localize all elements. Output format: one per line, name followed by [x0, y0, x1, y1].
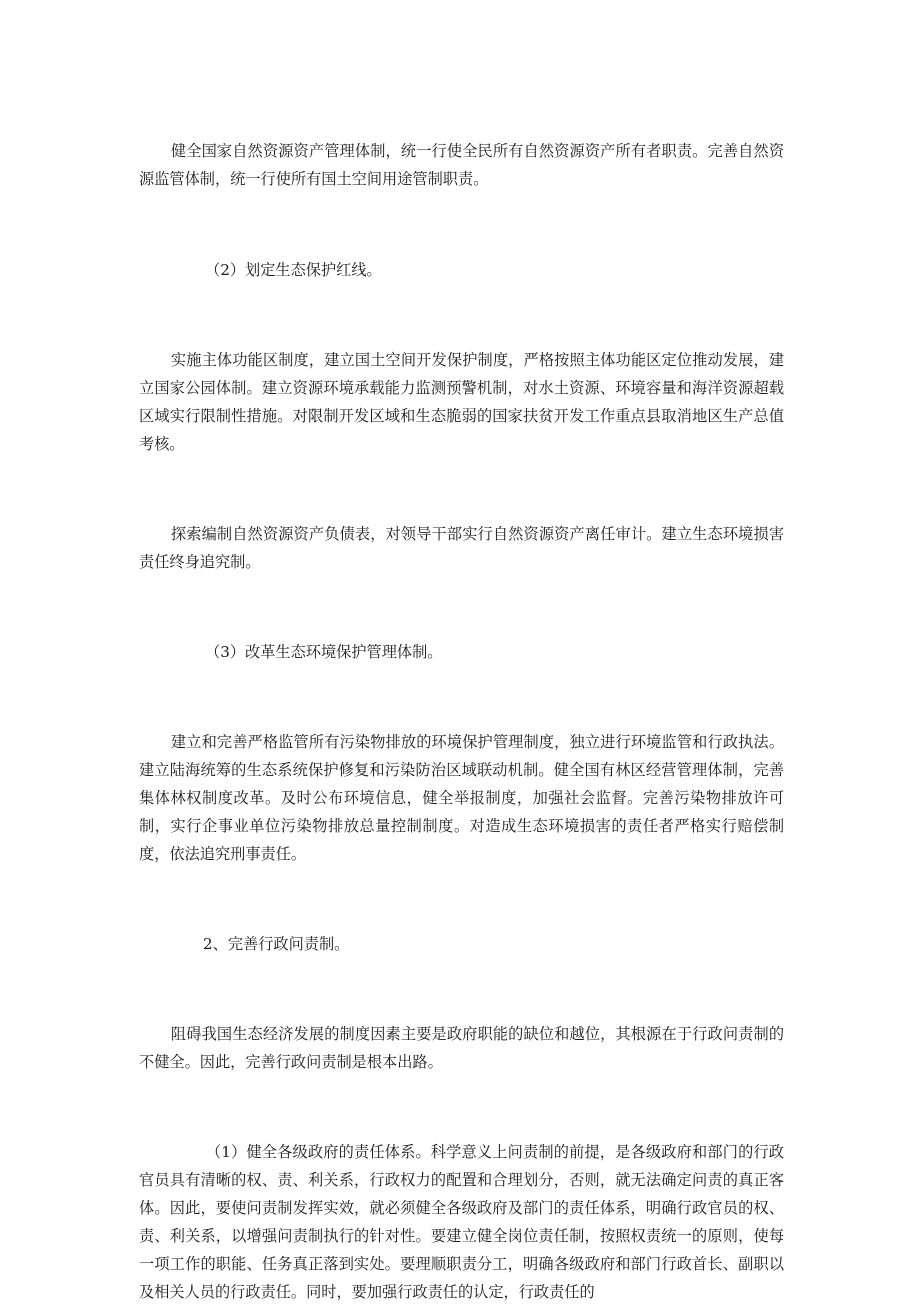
paragraph-accountability-root: 阻碍我国生态经济发展的制度因素主要是政府职能的缺位和越位，其根源在于行政问责制的不健全。因此，完善行政问责制是根本出路。 — [139, 1025, 784, 1071]
document-body — [139, 137, 784, 1306]
paragraph-pollution-supervision: 建立和完善严格监管所有污染物排放的环境保护管理制度，独立进行环境监管和行政执法。建立陆海统筹的生态系统保护修复和污染防治区域联动机制。健全国有林区经营管理体制，完善集体林权制度改革。及时公布环境信息，健全举报制度，加强社会监督。完善污染物排放许可制，实行企事业单位污染物排放总量控制制度。对造成生态环境损害的责任者严格实行赔偿制度，依法追究刑事责任。 — [139, 733, 784, 863]
paragraph-responsibility-system: （1）健全各级政府的责任体系。科学意义上问责制的前提，是各级政府和部门的行政官员具有清晰的权、责、利关系，行政权力的配置和合理划分，否则，就无法确定问责的真正客体。因此，要使问责制发挥实效，就必须健全各级政府及部门的责任体系，明确行政官员的权、责、利关系，以增强问责制执行的针对性。要建立健全岗位责任制，按照权责统一的原则，使每一项工作的职能、任务真正落到实处。要理顺职责分工，明确各级政府和部门行政首长、副职以及相关人员的行政责任。同时，要加强行政责任的认定，行政责任的 — [139, 1143, 784, 1301]
paragraph-functional-zones: 实施主体功能区制度，建立国土空间开发保护制度，严格按照主体功能区定位推动发展，建立国家公园体制。建立资源环境承载能力监测预警机制，对水土资源、环境容量和海洋资源超载区域实行限制性措施。对限制开发区域和生态脆弱的国家扶贫开发工作重点县取消地区生产总值考核。 — [139, 351, 784, 453]
section-heading-environment-management: （3）改革生态环境保护管理体制。 — [205, 643, 443, 661]
paragraph-resource-management: 健全国家自然资源资产管理体制，统一行使全民所有自然资源资产所有者职责。完善自然资源监管体制，统一行使所有国土空间用途管制职责。 — [139, 142, 784, 188]
section-heading-accountability: 2、完善行政问责制。 — [203, 935, 350, 953]
section-heading-ecological-redline: （2）划定生态保护红线。 — [205, 261, 382, 279]
paragraph-balance-sheet: 探索编制自然资源资产负债表，对领导干部实行自然资源资产离任审计。建立生态环境损害责任终身追究制。 — [139, 525, 784, 571]
